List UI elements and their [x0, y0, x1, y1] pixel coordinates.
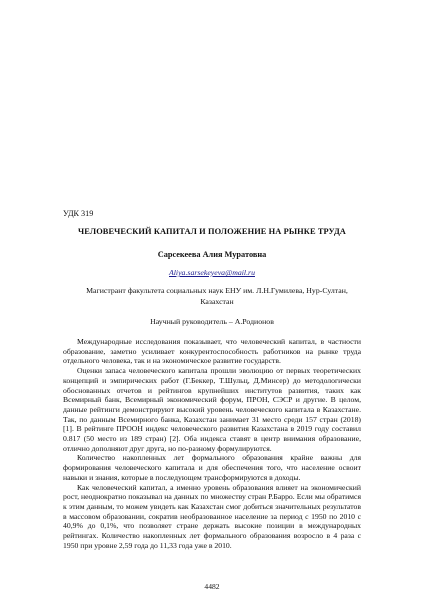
- page-number: 4482: [204, 582, 220, 591]
- author-name: Сарсекеева Алия Муратовна: [157, 250, 267, 259]
- author-affiliation: Магистрант факультета социальных наук ЕНУ им. Л.Н.Гумилева, Нур-Султан, Казахстан: [86, 286, 348, 306]
- author-email-link[interactable]: Aliya.sarsekeyeva@mail.ru: [169, 268, 255, 277]
- body-paragraph-1: Международные исследования показывает, что человеческий капитал, в частности образование, заметно усиливает конкурентоспособность работников на рынке труда отдельного человека, так и на экономическое развитие государств.: [63, 337, 361, 366]
- article-title: ЧЕЛОВЕЧЕСКИЙ КАПИТАЛ И ПОЛОЖЕНИЕ НА РЫНКЕ ТРУДА: [78, 227, 346, 236]
- article-body: [63, 337, 361, 550]
- udk-code: УДК 319: [63, 209, 94, 218]
- body-paragraph-4: Как человеческий капитал, а именно уровень образования влияет на экономический рост, неоднократно показывал на данных по множеству стран Р.Барро. Если мы обратимся к этим данным, то можем увидеть как Казахстан смог добиться значительных результатов в массовом образовании, сократив необразованное население за период с 1950 по 2010 с 40,9% до 0,1%, что позволяет стране держать высокие позиции в международных рейтингах. Количество накопленных лет формального образования возросло в 4 раза с 1950 при уровне 2,59 года до 11,33 года уже в 2010.: [63, 482, 361, 550]
- body-paragraph-3: Количество накопленных лет формального образования крайне важны для формирования человеческого капитала и для обеспечения того, что население освоит навыки и знания, которые в последующем трансформируются в доходы.: [63, 453, 361, 482]
- body-paragraph-2: Оценки запаса человеческого капитала прошли эволюцию от первых теоретических концепций и эмпирических работ (Г.Беккер, Т.Шульц, Д.Минсер) до методологически обоснованных отчетов и рейтингов крупнейших институтов развития, таких как Всемирный банк, Всемирный экономический форум, ПРОН, СЭСР и другие. В целом, данные рейтинги демонстрируют высокий уровень человеческого капитала в Казахстане. Так, по данным Всемирного банка, Казахстан занимает 31 место среди 157 стран (2018) [1]. В рейтинге ПРООН индекс человеческого развития Казахстана в 2019 году составил 0.817 (50 место из 189 стран) [2]. Оба индекса ставят в центр внимания образование, отлично дополняют друг друга, но по-разному формулируются.: [63, 366, 361, 453]
- supervisor-line: Научный руководитель – А.Родионов: [150, 317, 274, 326]
